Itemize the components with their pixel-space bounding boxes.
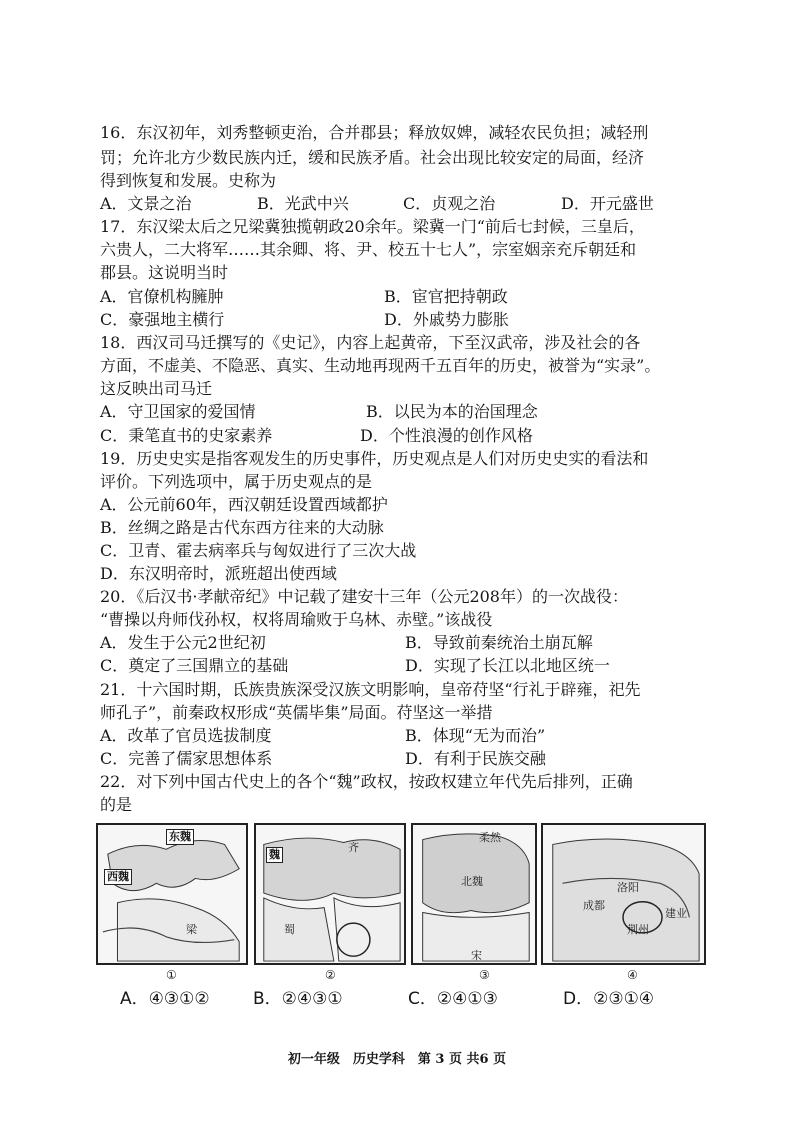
q22-option-d: D．②③①④ [563,989,655,1009]
q18-stem-line-1: 18．西汉司马迁撰写的《史记》，内容上起黄帝，下至汉武帝，涉及社会的各 [100,333,641,352]
q17-option-c: C．豪强地主横行 [100,310,225,329]
q16-option-c: C．贞观之治 [403,194,496,213]
q21-stem-line-2: 师孔子”，前秦政权形成“英儒毕集”局面。苻坚这一举措 [100,703,493,722]
q17-stem-line-1: 17．东汉梁太后之兄梁冀独揽朝政20余年。梁冀一门“前后七封候，三皇后， [100,217,645,236]
q16-option-b: B．光武中兴 [257,194,349,213]
q21-option-c: C．完善了儒家思想体系 [100,749,273,768]
q17-option-a: A．官僚机构臃肿 [100,287,224,306]
q16-stem-line-3: 得到恢复和发展。史称为 [100,171,277,190]
map-3 [411,823,537,965]
q18-option-d: D．个性浪漫的创作风格 [360,426,533,445]
map-4 [541,823,706,965]
q20-option-d: D．实现了长江以北地区统一 [405,656,610,675]
map-2-drawing [256,825,404,963]
q18-stem-line-2: 方面，不虚美、不隐恶、真实、生动地再现两千五百年的历史，被誉为“实录”。 [100,356,661,375]
map-1-label-west-wei: 西魏 [104,869,132,885]
map-4-text-jingzhou: 荆州 [627,923,649,936]
q17-stem-line-3: 郡县。这说明当时 [100,263,229,282]
map-1-drawing [98,825,246,963]
map-2-number: ② [325,968,336,982]
q18-option-b: B．以民为本的治国理念 [366,402,538,421]
q19-stem-line-2: 评价。下列选项中，属于历史观点的是 [100,472,373,491]
q16-stem-line-2: 罚；允许北方少数民族内迁，缓和民族矛盾。社会出现比较安定的局面，经济 [100,148,645,167]
q18-option-a: A．守卫国家的爱国情 [100,402,256,421]
map-2 [254,823,406,965]
map-4-text-chengdu: 成都 [583,899,605,912]
q22-option-b: B．②④③① [253,989,343,1009]
q16-option-a: A．文景之治 [100,194,192,213]
map-1-text-liang: 梁 [186,923,197,936]
q20-option-b: B．导致前秦统治土崩瓦解 [405,633,593,652]
map-3-text-song: 宋 [471,949,482,962]
map-1-number: ① [166,968,177,982]
q20-stem-line-2: “曹操以舟师伐孙权，权将周瑜败于乌林、赤壁。”该战役 [100,610,493,629]
map-2-text-shu: 蜀 [284,923,295,936]
q20-stem-line-1: 20．《后汉书·孝献帝纪》中记载了建安十三年（公元208年）的一次战役： [100,587,628,606]
map-1-label-east-wei: 东魏 [166,829,194,845]
q19-option-d: D．东汉明帝时，派班超出使西域 [100,564,337,583]
q18-stem-line-3: 这反映出司马迁 [100,379,213,398]
q19-option-a: A．公元前60年，西汉朝廷设置西域都护 [100,495,388,514]
q20-option-c: C．奠定了三国鼎立的基础 [100,656,289,675]
q22-stem-line-2: 的是 [100,795,133,814]
page-footer: 初一年级 历史学科 第 3 页 共6 页 [287,1052,507,1067]
map-2-label-wei: 魏 [266,847,283,863]
map-4-text-luoyang: 洛阳 [617,881,639,894]
q17-option-d: D．外戚势力膨胀 [384,310,509,329]
q22-option-c: C．②④①③ [408,989,498,1009]
q19-stem-line-1: 19．历史史实是指客观发生的历史事件，历史观点是人们对历史史实的看法和 [100,449,649,468]
q16-stem-line-1: 16．东汉初年，刘秀整顿吏治，合并郡县；释放奴婢，减轻农民负担；减轻刑 [100,123,649,142]
q21-option-a: A．改革了官员选拔制度 [100,726,272,745]
map-4-text-jianye: 建业 [665,907,687,920]
q19-option-c: C．卫青、霍去病率兵与匈奴进行了三次大战 [100,541,417,560]
q19-option-b: B．丝绸之路是古代东西方往来的大动脉 [100,518,384,537]
q20-option-a: A．发生于公元2世纪初 [100,633,266,652]
q17-stem-line-2: 六贵人，二大将军……其余卿、将、尹、校五十七人”，宗室姻亲充斥朝廷和 [100,240,637,259]
map-3-drawing [413,825,535,963]
q16-option-d: D．开元盛世 [561,194,654,213]
map-3-number: ③ [479,968,490,982]
map-4-number: ④ [627,968,638,982]
map-1 [96,823,248,965]
q21-option-b: B．体现“无为而治” [405,726,546,745]
map-3-text-bei-wei: 北魏 [461,875,483,888]
map-3-text-rouran: 柔然 [479,831,501,844]
map-2-text-qi: 齐 [348,841,359,854]
q22-stem-line-1: 22．对下列中国古代史上的各个“魏”政权，按政权建立年代先后排列，正确 [100,772,633,791]
q21-stem-line-1: 21．十六国时期，氐族贵族深受汉族文明影响，皇帝苻坚“行礼于辟雍，祀先 [100,680,641,699]
q22-option-a: A．④③①② [120,989,210,1009]
q21-option-d: D．有利于民族交融 [405,749,546,768]
q17-option-b: B．宦官把持朝政 [384,287,508,306]
q18-option-c: C．秉笔直书的史家素养 [100,426,273,445]
